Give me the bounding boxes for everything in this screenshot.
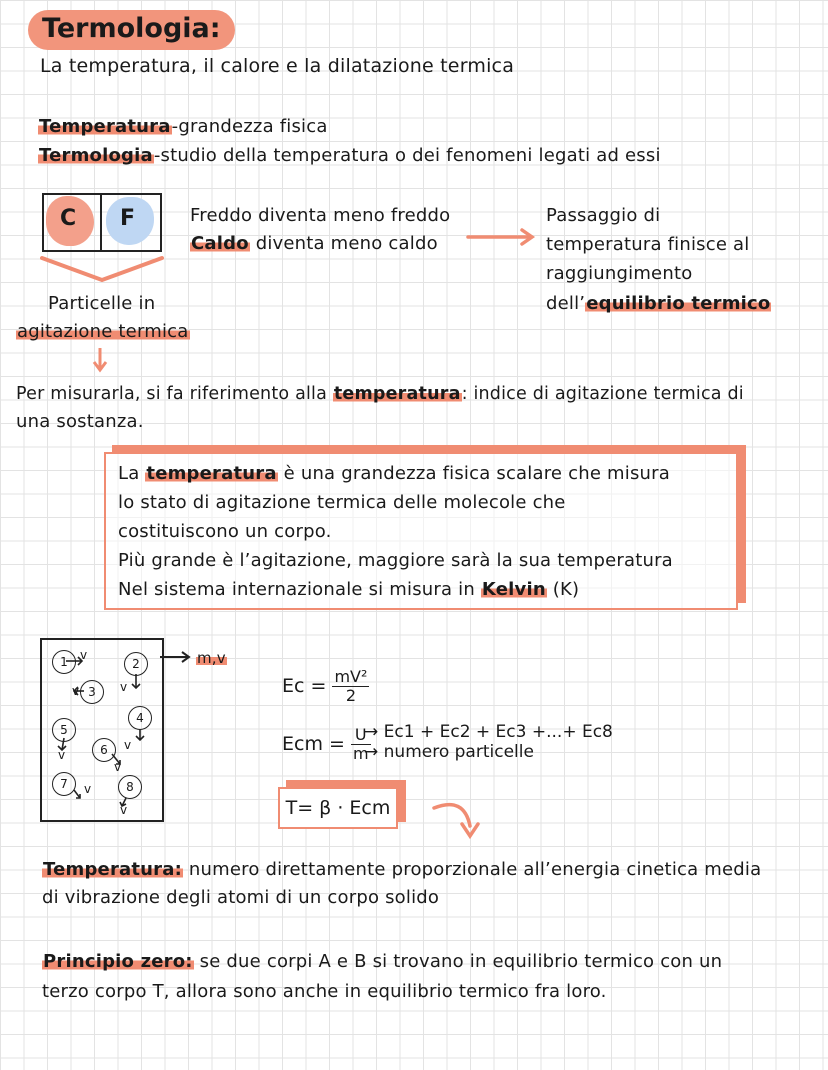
def-temperatura-text: -grandezza fisica (171, 116, 328, 137)
passaggio-line2: temperatura finisce al (546, 234, 750, 255)
principio-l1: se due corpi A e B si trovano in equilibrio termico con un (193, 951, 723, 972)
ec-num: mV² (334, 667, 368, 686)
velocity-label-6: v (114, 760, 122, 774)
particelle-line2 (16, 320, 190, 344)
transfer-line2 (190, 232, 438, 256)
right-arrow-icon (466, 226, 538, 248)
particelle-line1: Particelle in (48, 293, 156, 314)
t-formula-box: T= β · Ecm (278, 787, 398, 829)
transfer-line1: Freddo diventa meno freddo (190, 205, 451, 226)
def-termologia-text: -studio della temperatura o dei fenomeni legati ad essi (153, 145, 661, 166)
box-line4: Più grande è l’agitazione, maggiore sarà la sua temperatura (118, 550, 673, 571)
temp-def-l1: numero direttamente proporzionale all’energia cinetica media (183, 859, 762, 880)
def-temperatura (38, 115, 328, 139)
particle-3: 3 (80, 680, 104, 704)
page-title: Termologia: (28, 10, 235, 50)
velocity-label-3: v (72, 684, 80, 698)
formula-ecm (282, 722, 371, 766)
box-line5-hl: Kelvin (481, 579, 546, 600)
particle-8: 8 (118, 775, 142, 799)
principio-line2: terzo corpo T, allora sono anche in equilibrio termico fra loro. (42, 981, 607, 1002)
box-line2: lo stato di agitazione termica delle molecole che (118, 492, 566, 513)
velocity-label-2: v (120, 680, 128, 694)
down-arrow-icon (90, 346, 110, 374)
box-line1-post: è una grandezza fisica scalare che misura (277, 463, 670, 484)
cf-letter-f: F (120, 206, 136, 231)
temp-def-line1 (42, 858, 761, 882)
mv-label-hl: m,v (197, 649, 226, 667)
velocity-label-1: v (80, 648, 88, 662)
cf-letter-c: C (60, 206, 77, 231)
principio-hl: Principio zero: (43, 951, 193, 972)
velocity-label-4: v (124, 738, 132, 752)
particle-1: 1 (52, 650, 76, 674)
formula-ec (282, 664, 369, 708)
particelle-line2-hl: agitazione termica (17, 321, 189, 342)
mv-label (196, 648, 227, 668)
misura-hl: temperatura (333, 384, 461, 404)
box-line1 (118, 462, 670, 486)
box-line1-pre: La (118, 463, 146, 484)
particle-5: 5 (52, 718, 76, 742)
misura-line1 (16, 382, 744, 406)
passaggio-line4-pre: dell’ (546, 293, 586, 314)
transfer-line2-rest: diventa meno caldo (249, 233, 438, 254)
particle-7: 7 (52, 772, 76, 796)
ecm-den-desc: → numero particelle (364, 742, 534, 762)
principio-line1 (42, 950, 722, 974)
subtitle: La temperatura, il calore e la dilatazione termica (40, 55, 515, 77)
velocity-label-5: v (58, 748, 66, 762)
def-termologia (38, 144, 661, 168)
box-line5 (118, 578, 579, 602)
misura-line2: una sostanza. (16, 411, 144, 432)
transfer-line2-hl: Caldo (191, 233, 249, 254)
velocity-label-7: v (84, 782, 92, 796)
brace-drawing (40, 252, 166, 284)
mv-arrow-icon (158, 649, 192, 665)
ec-lhs: Ec = (282, 675, 327, 697)
passaggio-line4 (546, 292, 771, 316)
def-termologia-term: Termologia (39, 145, 153, 166)
ec-den: 2 (345, 686, 357, 705)
box-line3: costituiscono un corpo. (118, 521, 332, 542)
passaggio-line1: Passaggio di (546, 205, 661, 226)
ecm-lhs: Ecm = (282, 733, 345, 755)
ecm-num-desc: → Ec1 + Ec2 + Ec3 +...+ Ec8 (364, 722, 613, 742)
ecm-den: m (352, 744, 369, 763)
passaggio-line3: raggiungimento (546, 263, 693, 284)
ecm-num: U (351, 726, 371, 745)
velocity-arrows (40, 638, 164, 822)
curved-arrow-icon (430, 798, 486, 848)
temp-def-hl: Temperatura: (43, 859, 183, 880)
box-line1-hl: temperatura (146, 463, 277, 484)
particle-2: 2 (124, 652, 148, 676)
particle-4: 4 (128, 706, 152, 730)
velocity-label-8: v (120, 803, 128, 817)
passaggio-line4-hl: equilibrio termico (586, 293, 771, 314)
box-line5-pre: Nel sistema internazionale si misura in (118, 579, 481, 600)
cf-divider (100, 193, 102, 252)
misura-post: : indice di agitazione termica di (461, 384, 744, 404)
misura-pre: Per misurarla, si fa riferimento alla (16, 384, 333, 404)
ec-fraction (332, 668, 369, 705)
def-temperatura-term: Temperatura (39, 116, 171, 137)
particle-6: 6 (92, 738, 116, 762)
temp-def-line2: di vibrazione degli atomi di un corpo solido (42, 887, 440, 908)
box-line5-post: (K) (546, 579, 580, 600)
